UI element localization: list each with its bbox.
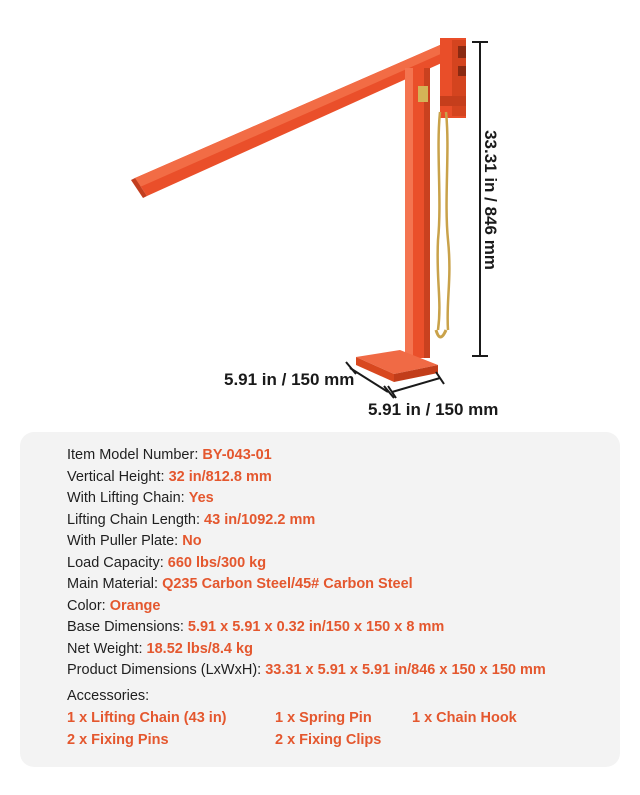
width-dimension-label-right: 5.91 in / 150 mm [368,400,499,419]
spec-row-load-capacity [67,553,546,575]
spec-value: 5.91 x 5.91 x 0.32 in/150 x 150 x 8 mm [187,619,445,635]
spec-row-vertical-height [67,467,546,489]
lifting-chain [436,112,449,337]
spec-value: No [182,533,202,549]
spec-row-base-dimensions [67,617,546,639]
spec-label: Net Weight: [67,640,147,657]
spec-row-main-material [67,574,546,596]
spec-label: Color: [67,597,110,614]
accessory-item: 2 x Fixing Clips [275,732,382,748]
spec-value: 660 lbs/300 kg [167,554,267,571]
height-dimension-label: 33.31 in / 846 mm [481,130,500,270]
spec-value: 43 in/1092.2 mm [204,511,316,528]
spec-row-chain-length [67,510,546,532]
spec-value: Yes [188,490,214,506]
accessory-item: 1 x Lifting Chain (43 in) [67,710,227,726]
spec-label: Load Capacity: [67,554,168,571]
spec-value: 32 in/812.8 mm [168,468,272,485]
spec-value: BY-043-01 [202,447,272,463]
accessory-item: 2 x Fixing Pins [67,732,169,748]
spec-value: 18.52 lbs/8.4 kg [146,640,253,657]
width-dimension-label-left: 5.91 in / 150 mm [224,370,355,389]
spec-label: Product Dimensions (LxWxH): [67,662,266,678]
spec-row-lifting-chain [67,488,546,510]
spec-row-product-dimensions [67,660,546,682]
spec-label: With Lifting Chain: [67,490,189,506]
spec-label: Lifting Chain Length: [67,511,205,528]
spec-value: Q235 Carbon Steel/45# Carbon Steel [162,576,413,592]
spec-label: Vertical Height: [67,468,169,485]
spec-value: 33.31 x 5.91 x 5.91 in/846 x 150 x 150 mm [265,662,546,678]
spec-row-model [67,445,546,467]
spec-row-color [67,596,546,618]
spec-label: Item Model Number: [67,447,203,463]
accessory-item: 1 x Chain Hook [412,710,517,726]
vertical-post [405,68,430,358]
spec-value: Orange [109,597,161,614]
spec-row-puller-plate [67,531,546,553]
spec-row-net-weight [67,639,546,661]
spec-label: Base Dimensions: [67,619,188,635]
specifications-card [20,432,620,767]
head-bracket [440,38,466,118]
spec-label: Main Material: [67,576,163,592]
accessories-title: Accessories: [67,688,150,704]
spec-list [67,445,546,682]
accessory-item: 1 x Spring Pin [275,710,372,726]
spec-label: With Puller Plate: [67,533,183,549]
